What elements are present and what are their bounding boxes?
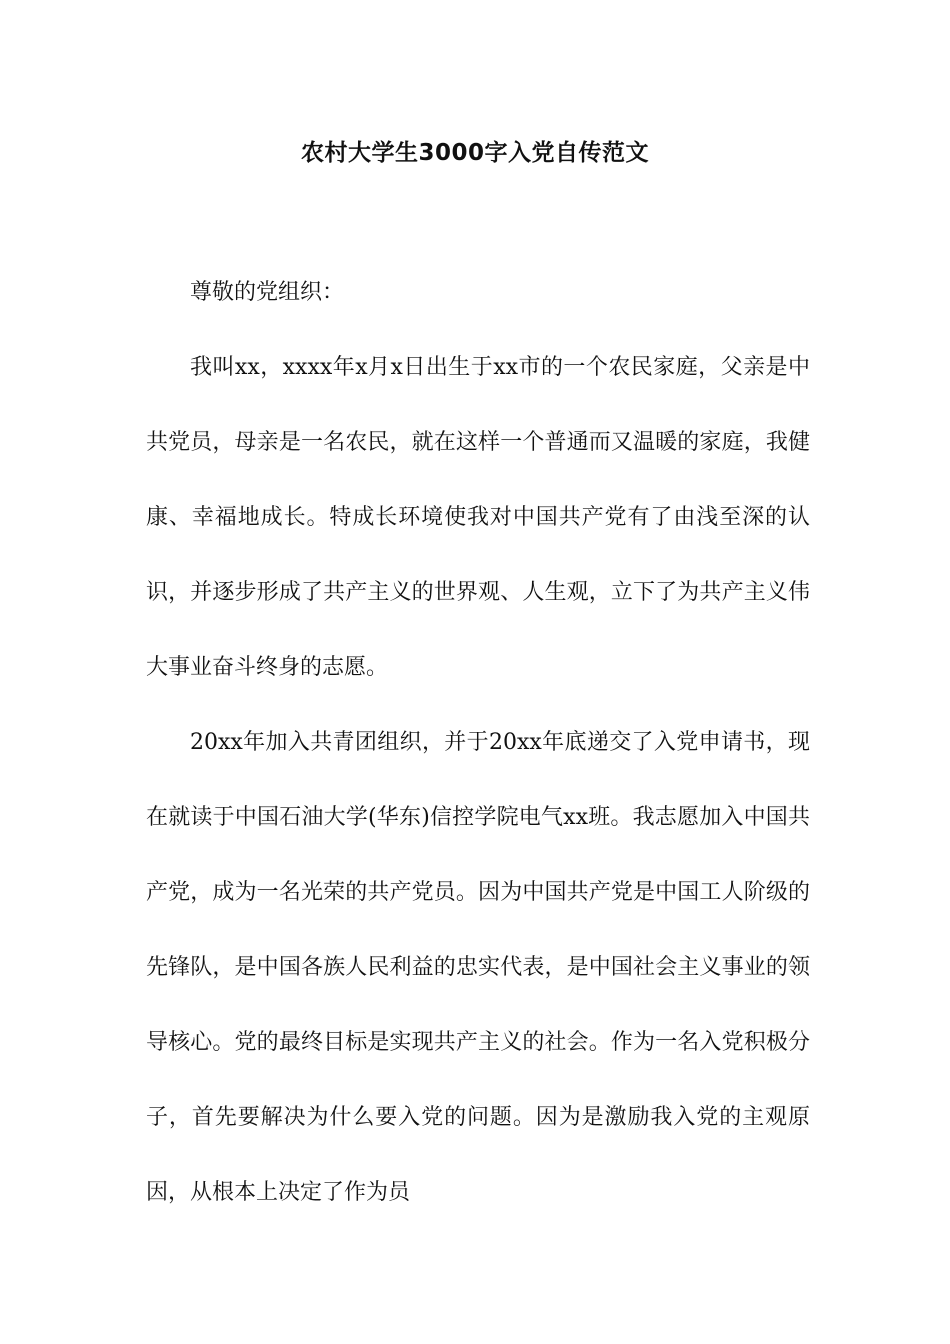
document-title: 农村大学生3000字入党自传范文	[300, 140, 649, 166]
document-body	[146, 255, 810, 1230]
salutation: 尊敬的党组织：	[190, 280, 345, 305]
paragraph-2: 20xx年加入共青团组织，并于20xx年底递交了入党申请书，现在就读于中国石油大学(华东)信控学院电气xx班。我志愿加入中国共产党，成为一名光荣的共产党员。因为中国共产党是中国工人阶级的先锋队，是中国各族人民利益的忠实代表，是中国社会主义事业的领导核心。党的最终目标是实现共产主义的社会。作为一名入党积极分子，首先要解决为什么要入党的问题。因为是激励我入党的主观原因，从根本上决定了作为员	[146, 730, 810, 1205]
paragraph-1: 我叫xx，xxxx年x月x日出生于xx市的一个农民家庭，父亲是中共党员，母亲是一名农民，就在这样一个普通而又温暖的家庭，我健康、幸福地成长。特成长环境使我对中国共产党有了由浅至深的认识，并逐步形成了共产主义的世界观、人生观，立下了为共产主义伟大事业奋斗终身的志愿。	[146, 355, 810, 680]
